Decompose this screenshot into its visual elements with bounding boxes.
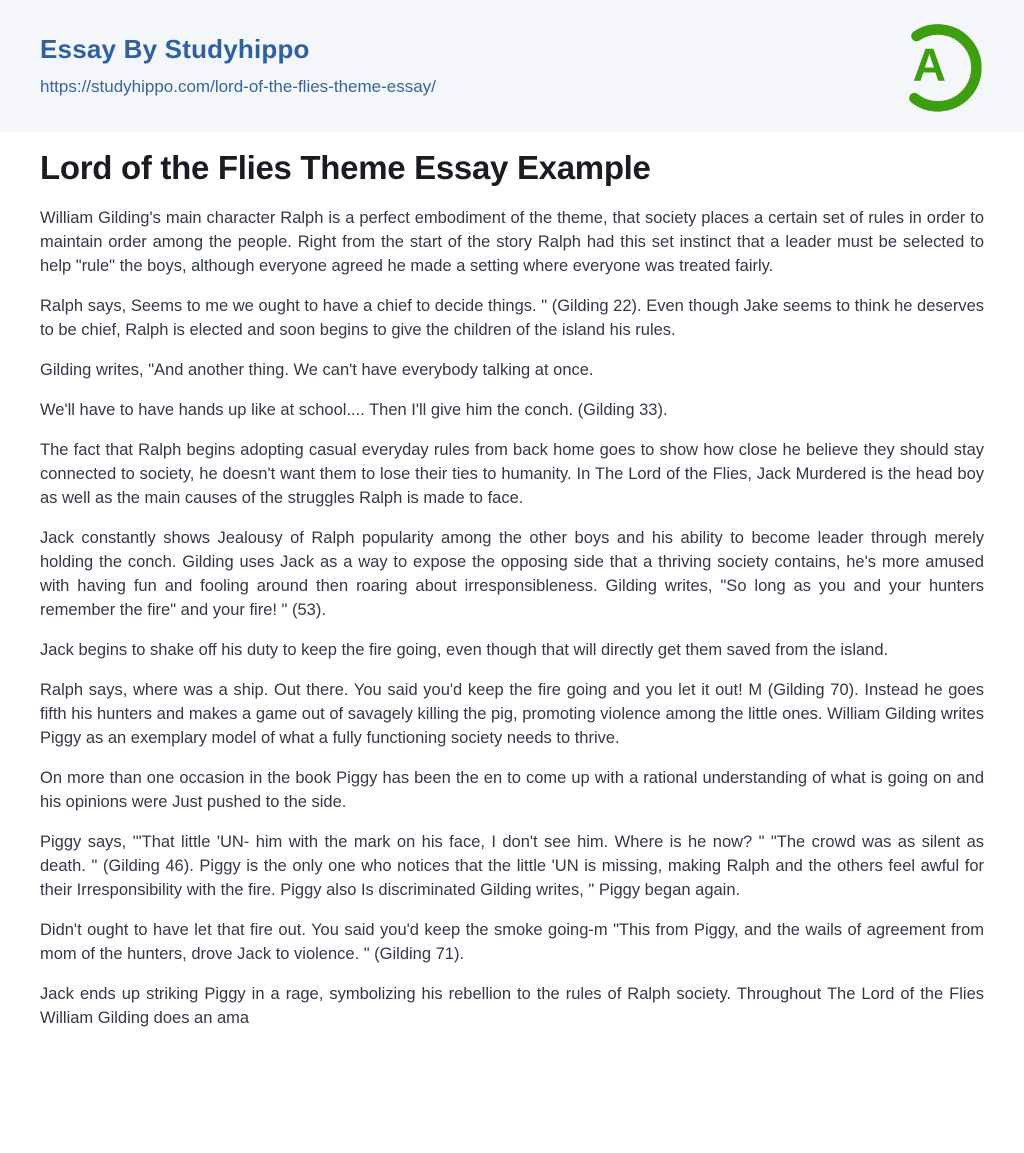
essay-paragraph: The fact that Ralph begins adopting casual everyday rules from back home goes to show how close he believe they should stay connected to society, he doesn't want them to lose their ties to humanity. In The Lord of the Flies, Jack Murdered is the head boy as well as the main causes of the struggles Ralph is made to face. [40, 440, 984, 507]
essay-paragraph: Ralph says, where was a ship. Out there. You said you'd keep the fire going and you let it out! M (Gilding 70). Instead he goes fifth his hunters and makes a game out of savagely killing the pig, promoting violence among the little ones. William Gilding writes Piggy as an exemplary model of what a fully functioning society needs to thrive. [40, 680, 984, 747]
site-header-text [40, 35, 436, 97]
document-main [0, 149, 1024, 1030]
studyhippo-logo-icon [890, 18, 986, 114]
essay-paragraph: Jack constantly shows Jealousy of Ralph popularity among the other boys and his ability to become leader through merely holding the conch. Gilding uses Jack as a way to expose the opposing side that a thriving society contains, he's more amused with having fun and fooling around then roaring about irresponsibleness. Gilding writes, "So long as you and your hunters remember the fire" and your fire! " (53). [40, 528, 984, 619]
essay-paragraph: Jack ends up striking Piggy in a rage, symbolizing his rebellion to the rules of Ralph society. Throughout The Lord of the Flies William Gilding does an ama [40, 984, 984, 1027]
logo-letter: A [912, 38, 947, 91]
essay-paragraph: We'll have to have hands up like at school.... Then I'll give him the conch. (Gilding 33). [40, 400, 668, 419]
essay-paragraph: Didn't ought to have let that fire out. You said you'd keep the smoke going-m "This from Piggy, and the wails of agreement from mom of the hunters, drove Jack to violence. " (Gilding 71). [40, 920, 984, 963]
essay-paragraph: William Gilding's main character Ralph is a perfect embodiment of the theme, that society places a certain set of rules in order to maintain order among the people. Right from the start of the story Ralph had this set instinct that a leader must be selected to help "rule" the boys, although everyone agreed he made a setting where everyone was treated fairly. [40, 208, 984, 275]
essay-paragraph: On more than one occasion in the book Piggy has been the en to come up with a rational understanding of what is going on and his opinions were Just pushed to the side. [40, 768, 984, 811]
essay-body [40, 206, 984, 1030]
document-title: Lord of the Flies Theme Essay Example [40, 149, 651, 186]
essay-url-link[interactable]: https://studyhippo.com/lord-of-the-flies-theme-essay/ [40, 77, 436, 97]
essay-paragraph: Ralph says, Seems to me we ought to have a chief to decide things. " (Gilding 22). Even though Jake seems to think he deserves to be chief, Ralph is elected and soon begins to give the children of the island his rules. [40, 296, 984, 339]
essay-paragraph: Jack begins to shake off his duty to keep the fire going, even though that will directly get them saved from the island. [40, 640, 889, 659]
essay-paragraph: Gilding writes, "And another thing. We can't have everybody talking at once. [40, 360, 594, 379]
site-header [0, 0, 1024, 132]
site-label: Essay By Studyhippo [40, 33, 310, 64]
essay-paragraph: Piggy says, '"That little 'UN- him with the mark on his face, I don't see him. Where is he now? " "The crowd was as silent as death. " (Gilding 46). Piggy is the only one who notices that the little 'UN is missing, making Ralph and the others feel awful for their Irresponsibility with the fire. Piggy also Is discriminated Gilding writes, " Piggy began again. [40, 832, 984, 899]
